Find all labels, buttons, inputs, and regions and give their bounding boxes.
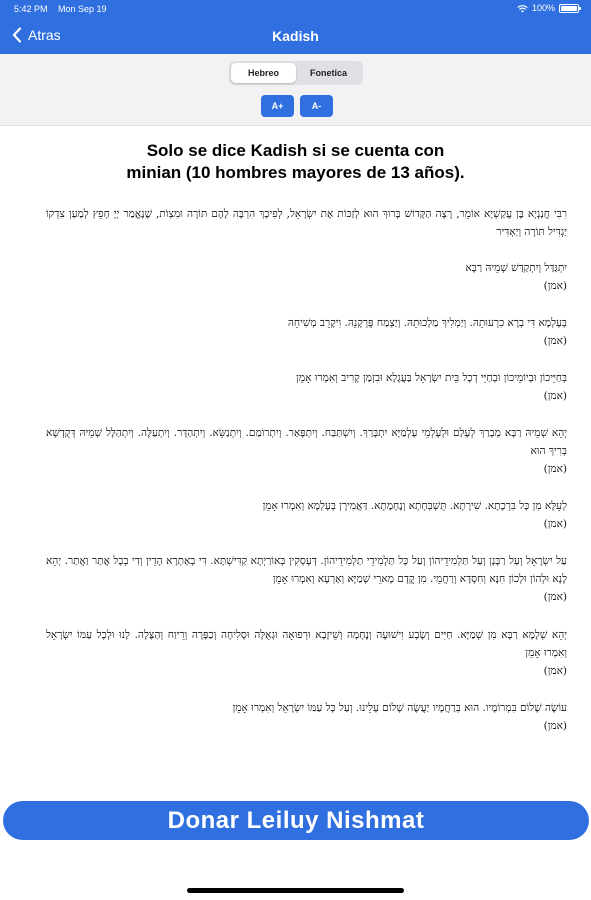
donate-button[interactable]: Donar Leiluy Nishmat <box>3 801 589 840</box>
nav-bar <box>0 18 591 54</box>
wifi-icon <box>517 4 528 13</box>
notice-line-2: minian (10 hombres mayores de 13 años). <box>126 163 465 182</box>
language-toggle <box>229 61 363 85</box>
status-date: Mon Sep 19 <box>58 4 107 14</box>
segment-hebreo[interactable]: Hebreo <box>231 63 296 83</box>
minyan-notice <box>60 140 531 184</box>
status-time: 5:42 PM <box>14 4 48 14</box>
amen-response: (אמן) <box>543 720 567 732</box>
battery-percent: 100% <box>531 3 555 13</box>
prayer-line: יִתְגַּדַּל וְיִתְקַדַּשׁ שְׁמֵיהּ רַבָּא <box>465 262 567 274</box>
prayer-line: בְּעָלְמָא דִּי בְרָא כִרְעוּתֵהּ. וְיַמְלִיךְ מַלְכוּתֵהּ. וְיַצְמַח פֻּרְקָנֵהּ. וִיקָרֵב מְשִׁיחֵהּ <box>287 317 567 329</box>
prayer-paragraph <box>46 259 567 295</box>
status-bar <box>0 0 591 18</box>
home-indicator[interactable] <box>187 888 404 893</box>
font-size-controls <box>261 95 333 117</box>
amen-response: (אמן) <box>543 280 567 292</box>
prayer-paragraph <box>46 626 567 680</box>
page-title: Kadish <box>272 28 319 44</box>
prayer-paragraph <box>46 424 567 478</box>
battery-icon <box>559 4 579 13</box>
prayer-line: יְהֵא שְׁלָמָא רַבָּא מִן שְׁמַיָּא. חַיִּים וְשָׂבָע וִישׁוּעָה וְנֶחָמָה וְשֵׁיזָבָא וּרְפוּאָה וּגְאֻלָּה וּסְלִיחָה וְכַפָּרָה וְרֵיוַח וְהַצָּלָה. לָנוּ וּלְכָל עַמּוֹ יִשְׂרָאֵל וְאִמְרוּ אָמֵן <box>46 629 567 659</box>
amen-response: (אמן) <box>543 463 567 475</box>
back-label: Atras <box>28 27 61 43</box>
decrease-font-button[interactable]: A- <box>300 95 333 117</box>
amen-response: (אמן) <box>543 335 567 347</box>
amen-response: (אמן) <box>543 518 567 530</box>
segment-fonetica[interactable]: Fonetica <box>309 68 347 78</box>
prayer-line: עַל יִשְׂרָאֵל וְעַל רַבָּנָן וְעַל תַּלְמִידֵיהוֹן וְעַל כָּל תַּלְמִידֵי תַלְמִידֵיהוֹן. דְּעָסְקִין בְּאוֹרַיְתָא קַדִּישְׁתָּא. דִּי בְאַתְרָא הָדֵין וְדִי בְכָל אֲתַר וַאֲתַר. יְהֵא לָנָא וּלְהוֹן וּלְכוֹן חִנָּא וְחִסְדָּא וְרַחֲמֵי. מִן קֳדָם מָארֵי שְׁמַיָּא וְאַרְעָא וְאִמְרוּ אָמֵן <box>46 555 567 585</box>
status-right <box>517 3 579 13</box>
prayer-line: יְהֵא שְׁמֵיהּ רַבָּא מְבָרַךְ לְעָלַם וּלְעָלְמֵי עָלְמַיָּא יִתְבָּרַךְ. וְיִשְׁתַּבַּח. וְיִתְפָּאַר. וְיִתְרוֹמַם. וְיִתְנַשֵּׂא. וְיִתְהַדָּר. וְיִתְעַלֶּה. וְיִתְהַלָּל שְׁמֵיהּ דְּקֻדְשָׁא בְּרִיךְ הוּא <box>46 427 567 457</box>
increase-font-button[interactable]: A+ <box>261 95 294 117</box>
prayer-line: בְּחַיֵּיכוֹן וּבְיוֹמֵיכוֹן וּבְחַיֵּי דְכָל בֵּית יִשְׂרָאֵל בַּעֲגָלָא וּבִזְמַן קָרִיב וְאִמְרוּ אָמֵן <box>296 372 567 384</box>
prayer-paragraph <box>46 552 567 606</box>
amen-response: (אמן) <box>543 665 567 677</box>
prayer-paragraph <box>46 497 567 533</box>
prayer-paragraph <box>46 699 567 735</box>
amen-response: (אמן) <box>543 591 567 603</box>
prayer-paragraph <box>46 314 567 350</box>
prayer-intro-text: רִבִּי חֲנַנְיָא בֶּן עֲקַשְׁיָא אוֹמֵר, רָצָה הַקָּדוֹשׁ בָּרוּךְ הוּא לְזַכּוֹת אֶת יִשְׂרָאֵל, לְפִיכָךְ הִרְבָּה לָהֶם תּוֹרָה וּמִצְוֹת, שֶׁנֶּאֱמַר יְיָ חָפֵץ לְמַעַן צִדְקוֹ יַגְדִּיל תּוֹרָה וְיַאְדִּיר <box>46 208 567 238</box>
controls-panel <box>0 54 591 126</box>
prayer-intro <box>46 205 567 241</box>
prayer-text <box>46 205 567 735</box>
prayer-line: לְעֵלָּא מִן כָּל בִּרְכָתָא. שִׁירָתָא. תֻּשְׁבְּחָתָא וְנֶחָמָתָא. דַּאֲמִירָן בְּעָלְמָא וְאִמְרוּ אָמֵן <box>262 500 567 512</box>
prayer-paragraph <box>46 369 567 405</box>
notice-line-1: Solo se dice Kadish si se cuenta con <box>146 141 445 160</box>
prayer-line: עוֹשֶׂה שָׁלוֹם בִּמְרוֹמָיו. הוּא בְּרַחֲמָיו יַעֲשֶׂה שָׁלוֹם עָלֵינוּ. וְעַל כָּל עַמּוֹ יִשְׂרָאֵל וְאִמְרוּ אָמֵן <box>232 702 567 714</box>
amen-response: (אמן) <box>543 390 567 402</box>
